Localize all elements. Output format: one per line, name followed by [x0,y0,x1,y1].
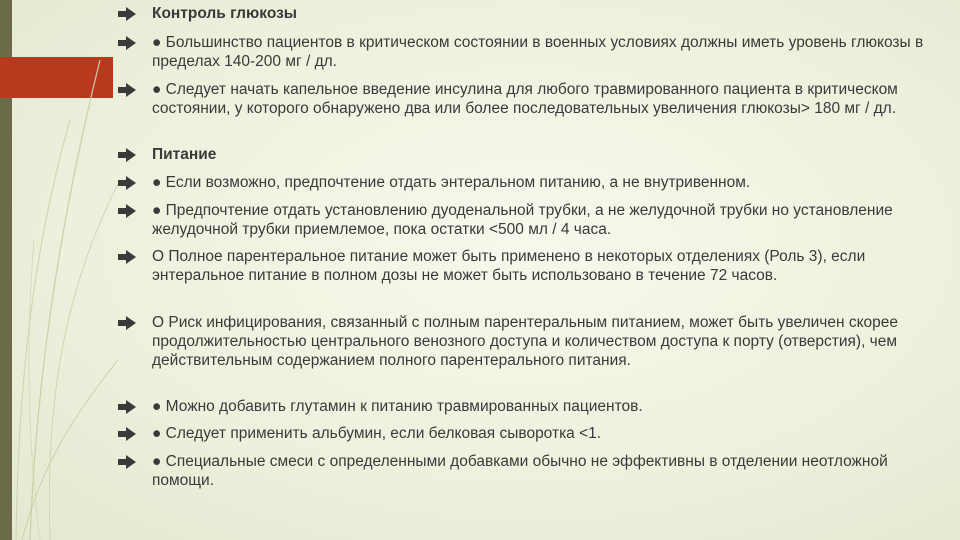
arrow-bullet-icon [118,148,140,162]
arrow-bullet-icon [118,455,140,469]
arrow-bullet-icon [118,36,140,50]
arrow-bullet-icon [118,204,140,218]
list-item-text: ● Следует начать капельное введение инсулина для любого травмированного пациента в критическом состоянии, у которого обнаружено два или более последовательных увеличения глюкозы> 180 мг / дл. [152,81,898,117]
list-item-text: ● Можно добавить глутамин к питанию травмированных пациентов. [152,398,643,415]
list-item-text: О Полное парентеральное питание может быть применено в некоторых отделениях (Роль 3), если энтеральное питание в полном дозы не может быть использовано в течение 72 часов. [152,248,866,284]
arrow-bullet-icon [118,83,140,97]
list-item-text: Контроль глюкозы [152,5,298,22]
arrow-bullet-icon [118,250,140,264]
arrow-bullet-icon [118,400,140,414]
arrow-bullet-icon [118,316,140,330]
list-item-text: О Риск инфицирования, связанный с полным парентеральным питанием, может быть увеличен скорее продолжительностью центрального венозного доступа и количеством доступа к порту (отверстия), чем действительным содержанием полного парентерального питания. [152,314,899,369]
list-item-text: ● Большинство пациентов в критическом состоянии в военных условиях должны иметь уровень глюкозы в пределах 140-200 мг / дл. [152,34,924,70]
list-item-text: ● Специальные смеси с определенными добавками обычно не эффективны в отделении неотложной помощи. [152,453,888,489]
arrow-bullet-icon [118,7,140,21]
accent-tab [0,57,113,98]
list-item-text: ● Если возможно, предпочтение отдать энтеральном питанию, а не внутривенном. [152,174,751,191]
arrow-bullet-icon [118,427,140,441]
list-item-text: ● Следует применить альбумин, если белковая сыворотка <1. [152,425,602,442]
list-item-text: ● Предпочтение отдать установлению дуоденальной трубки, а не желудочной трубки но установление желудочной трубки приемлемое, пока остатки <500 мл / 4 часа. [152,202,893,238]
arrow-bullet-icon [118,176,140,190]
list-item-text: Питание [152,146,217,163]
